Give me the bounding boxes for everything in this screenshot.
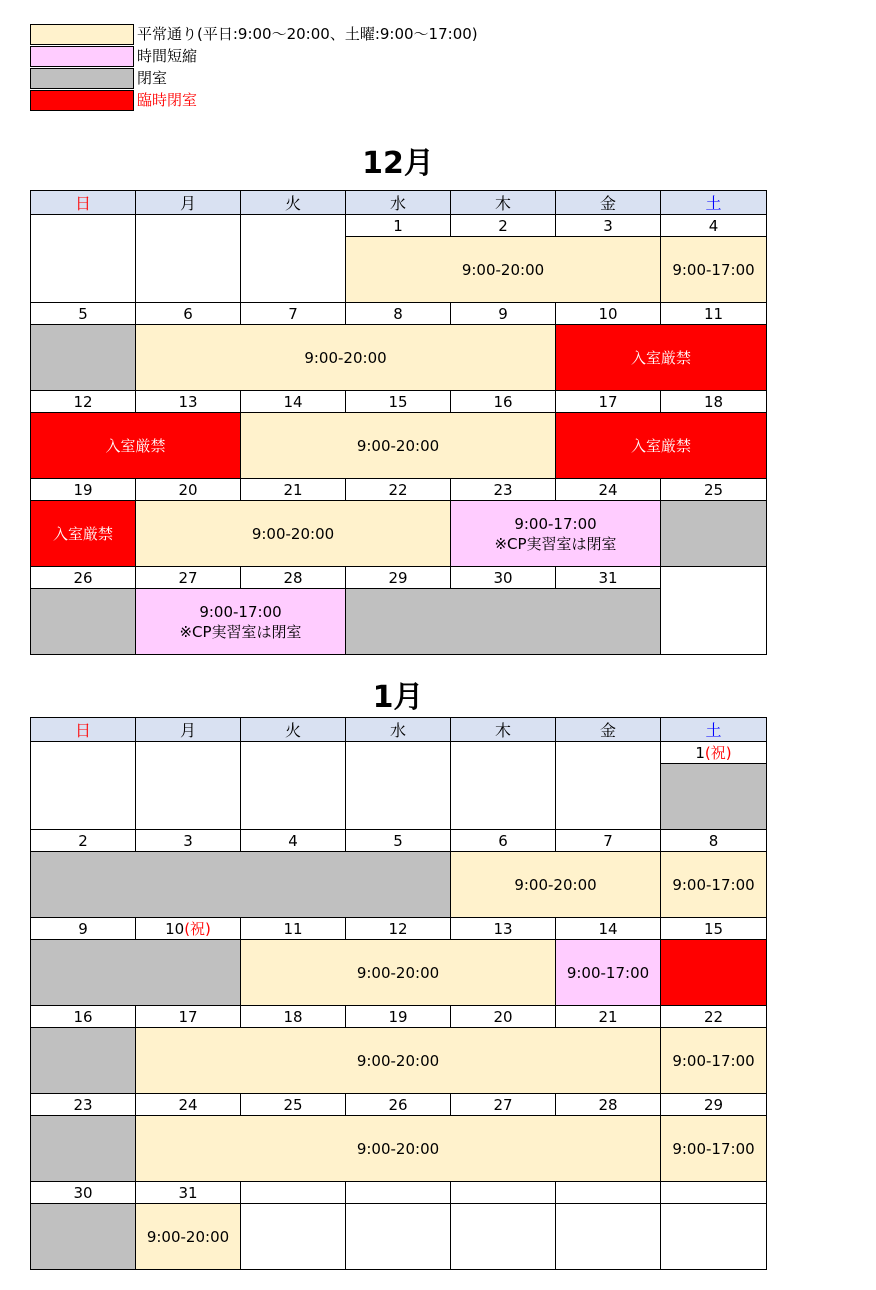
day-number (556, 1182, 661, 1204)
hours-shortened (136, 589, 346, 655)
day-number: 18 (241, 1006, 346, 1028)
day-number: 14 (556, 918, 661, 940)
empty-day-cell (31, 215, 136, 303)
day-number: 6 (451, 830, 556, 852)
weekday-mon: 月 (136, 191, 241, 215)
day-number (346, 1182, 451, 1204)
day-number: 16 (31, 1006, 136, 1028)
weekday-wed: 水 (346, 718, 451, 742)
day-number: 29 (346, 567, 451, 589)
week-hours-row (31, 1028, 767, 1094)
day-number: 8 (346, 303, 451, 325)
empty-day-cell (241, 742, 346, 830)
closed-cell (31, 940, 241, 1006)
day-number (136, 918, 241, 940)
day-number: 13 (451, 918, 556, 940)
hours-normal: 9:00-20:00 (136, 1116, 661, 1182)
week-hours-row (31, 325, 767, 391)
day-number: 7 (556, 830, 661, 852)
empty-day-cell (346, 742, 451, 830)
day-number: 1 (346, 215, 451, 237)
day-number (661, 742, 767, 764)
empty-day-cell (661, 567, 767, 655)
month-title-december: 12月 (362, 146, 434, 181)
empty-day-cell (556, 742, 661, 830)
empty-day-cell (241, 215, 346, 303)
day-number: 23 (31, 1094, 136, 1116)
short-hours-time: 9:00-17:00 (199, 602, 282, 621)
day-number: 9 (451, 303, 556, 325)
legend-swatch-closed (30, 68, 134, 89)
weekday-sun: 日 (31, 191, 136, 215)
day-number: 23 (451, 479, 556, 501)
week-number-row (31, 391, 767, 413)
week-number-row (31, 830, 767, 852)
week-hours-row (31, 852, 767, 918)
week-number-row (31, 1006, 767, 1028)
closed-cell (661, 501, 767, 567)
weekday-thu: 木 (451, 718, 556, 742)
legend-short (30, 46, 530, 67)
emergency-closure: 入室厳禁 (556, 325, 767, 391)
day-number-value: 1 (695, 743, 705, 762)
day-number: 12 (346, 918, 451, 940)
closed-cell (31, 1204, 136, 1270)
day-number: 11 (241, 918, 346, 940)
day-number: 15 (346, 391, 451, 413)
day-number: 16 (451, 391, 556, 413)
day-number: 24 (136, 1094, 241, 1116)
week-number-row (31, 1094, 767, 1116)
week-number-row (31, 215, 767, 237)
day-number: 5 (346, 830, 451, 852)
short-hours-time: 9:00-17:00 (514, 514, 597, 533)
day-number: 10 (556, 303, 661, 325)
day-number: 15 (661, 918, 767, 940)
day-number: 27 (136, 567, 241, 589)
empty-day-cell (31, 742, 136, 830)
empty-day-cell (556, 1204, 661, 1270)
hours-normal: 9:00-20:00 (136, 1028, 661, 1094)
day-number: 20 (136, 479, 241, 501)
hours-normal: 9:00-20:00 (241, 940, 556, 1006)
empty-day-cell (451, 1204, 556, 1270)
hours-saturday: 9:00-17:00 (661, 852, 767, 918)
week-number-row (31, 918, 767, 940)
day-number: 29 (661, 1094, 767, 1116)
day-number: 30 (451, 567, 556, 589)
legend-emergency (30, 90, 530, 111)
day-number: 27 (451, 1094, 556, 1116)
empty-day-cell (661, 1204, 767, 1270)
legend-closed (30, 68, 530, 89)
day-number: 31 (556, 567, 661, 589)
day-number: 26 (346, 1094, 451, 1116)
emergency-closure: 入室厳禁 (556, 413, 767, 479)
day-number: 30 (31, 1182, 136, 1204)
day-number: 4 (241, 830, 346, 852)
day-number: 21 (241, 479, 346, 501)
empty-day-cell (241, 1204, 346, 1270)
week-hours-row (31, 589, 767, 655)
hours-shortened (451, 501, 661, 567)
day-number: 4 (661, 215, 767, 237)
day-number (451, 1182, 556, 1204)
day-number: 31 (136, 1182, 241, 1204)
short-hours-note: ※CP実習室は閉室 (494, 534, 617, 553)
legend-label-normal: 平常通り(平日:9:00〜20:00、土曜:9:00〜17:00) (137, 25, 478, 43)
day-number: 3 (556, 215, 661, 237)
emergency-closure: 入室厳禁 (31, 413, 241, 479)
hours-normal: 9:00-20:00 (451, 852, 661, 918)
holiday-mark: (祝) (704, 743, 732, 762)
closed-cell (31, 852, 451, 918)
empty-day-cell (136, 215, 241, 303)
empty-day-cell (136, 742, 241, 830)
day-number: 18 (661, 391, 767, 413)
week-number-row (31, 567, 767, 589)
day-number: 14 (241, 391, 346, 413)
short-hours-note: ※CP実習室は閉室 (179, 622, 302, 641)
legend-swatch-emergency (30, 90, 134, 111)
day-number: 26 (31, 567, 136, 589)
closed-cell (661, 764, 767, 830)
day-number: 17 (556, 391, 661, 413)
week-number-row (31, 1182, 767, 1204)
day-number: 25 (241, 1094, 346, 1116)
week-hours-row (31, 1204, 767, 1270)
hours-saturday: 9:00-17:00 (661, 1028, 767, 1094)
weekday-sun: 日 (31, 718, 136, 742)
day-number: 24 (556, 479, 661, 501)
legend-label-closed: 閉室 (137, 69, 168, 87)
empty-day-cell (451, 742, 556, 830)
legend-label-emergency: 臨時閉室 (137, 91, 198, 109)
weekday-wed: 水 (346, 191, 451, 215)
day-number: 9 (31, 918, 136, 940)
day-number: 25 (661, 479, 767, 501)
day-number (661, 1182, 767, 1204)
weekday-fri: 金 (556, 191, 661, 215)
weekday-tue: 火 (241, 191, 346, 215)
week-number-row (31, 479, 767, 501)
day-number: 11 (661, 303, 767, 325)
legend-normal (30, 24, 530, 45)
closed-cell (31, 1116, 136, 1182)
hours-normal: 9:00-20:00 (241, 413, 556, 479)
hours-shortened: 9:00-17:00 (556, 940, 661, 1006)
day-number: 19 (31, 479, 136, 501)
weekday-tue: 火 (241, 718, 346, 742)
day-number: 28 (556, 1094, 661, 1116)
weekday-thu: 木 (451, 191, 556, 215)
day-number: 13 (136, 391, 241, 413)
weekday-mon: 月 (136, 718, 241, 742)
day-number: 20 (451, 1006, 556, 1028)
day-number-value: 10 (165, 919, 185, 938)
day-number: 7 (241, 303, 346, 325)
legend-label-short: 時間短縮 (137, 47, 198, 65)
hours-saturday: 9:00-17:00 (661, 1116, 767, 1182)
weekday-header-row (31, 718, 767, 742)
day-number: 28 (241, 567, 346, 589)
emergency-closure (661, 940, 767, 1006)
day-number: 19 (346, 1006, 451, 1028)
day-number: 12 (31, 391, 136, 413)
closed-cell (31, 325, 136, 391)
day-number: 5 (31, 303, 136, 325)
closed-cell (346, 589, 661, 655)
day-number: 21 (556, 1006, 661, 1028)
hours-normal: 9:00-20:00 (346, 237, 661, 303)
day-number: 2 (451, 215, 556, 237)
calendar-december (30, 190, 767, 655)
calendar-january (30, 717, 767, 1270)
hours-normal: 9:00-20:00 (136, 501, 451, 567)
day-number: 3 (136, 830, 241, 852)
week-hours-row (31, 413, 767, 479)
week-hours-row (31, 940, 767, 1006)
hours-normal: 9:00-20:00 (136, 325, 556, 391)
weekday-sat: 土 (661, 718, 767, 742)
day-number: 22 (661, 1006, 767, 1028)
weekday-header-row (31, 191, 767, 215)
day-number (241, 1182, 346, 1204)
emergency-closure: 入室厳禁 (31, 501, 136, 567)
legend-swatch-normal (30, 24, 134, 45)
weekday-fri: 金 (556, 718, 661, 742)
closed-cell (31, 1028, 136, 1094)
week-number-row (31, 742, 767, 764)
legend-swatch-short (30, 46, 134, 67)
day-number: 2 (31, 830, 136, 852)
week-hours-row (31, 501, 767, 567)
day-number: 8 (661, 830, 767, 852)
week-hours-row (31, 1116, 767, 1182)
closed-cell (31, 589, 136, 655)
empty-day-cell (346, 1204, 451, 1270)
holiday-mark: (祝) (184, 919, 211, 938)
month-title-january: 1月 (372, 680, 424, 715)
day-number: 6 (136, 303, 241, 325)
hours-saturday: 9:00-17:00 (661, 237, 767, 303)
hours-normal: 9:00-20:00 (136, 1204, 241, 1270)
day-number: 17 (136, 1006, 241, 1028)
weekday-sat: 土 (661, 191, 767, 215)
week-number-row (31, 303, 767, 325)
day-number: 22 (346, 479, 451, 501)
